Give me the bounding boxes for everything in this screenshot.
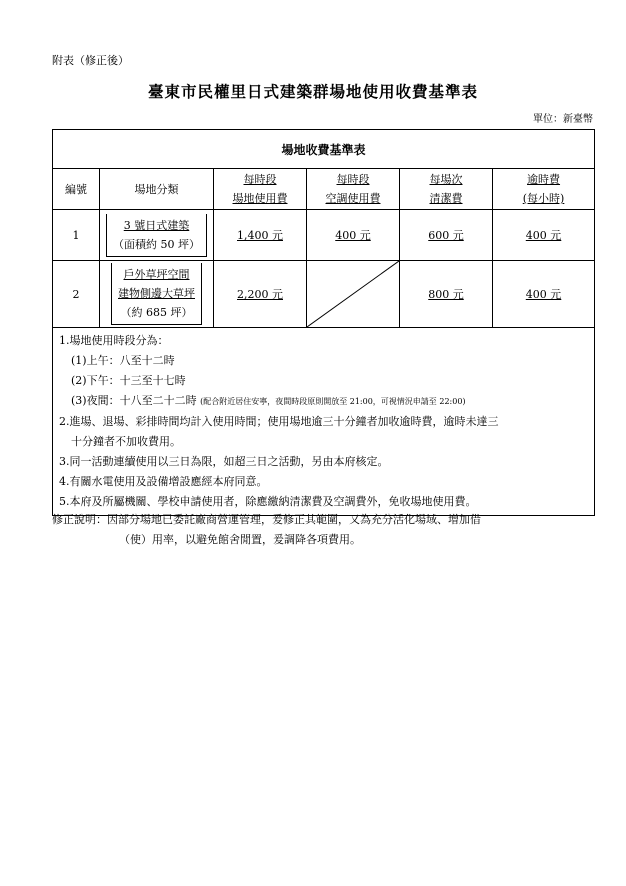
row1-venue-area: （面積約 50 坪） <box>113 237 200 251</box>
header-overtime-fee-line1: 逾時費 <box>527 173 561 186</box>
row1-cleaning-fee: 600 元 <box>400 210 493 261</box>
row1-overtime-fee: 400 元 <box>493 210 595 261</box>
row2-venue-name: 戶外草坪空間 <box>123 268 190 281</box>
note-2-line2: 十分鐘者不加收費用。 <box>71 435 181 448</box>
note-1: 1.場地使用時段分為： <box>59 334 169 347</box>
note-1-evening <box>59 391 588 412</box>
header-hourly-fee <box>214 169 307 210</box>
note-4: 4.有關水電使用及設備增設應經本府同意。 <box>59 475 268 488</box>
header-ac-fee <box>307 169 400 210</box>
row2-no: 2 <box>53 261 100 328</box>
row2-venue-box <box>111 263 202 325</box>
header-cleaning-fee <box>400 169 493 210</box>
header-category: 場地分類 <box>100 169 214 210</box>
revision-note <box>52 510 592 550</box>
note-3: 3.同一活動連續使用以三日為限，如超三日之活動，另由本府核定。 <box>59 455 389 468</box>
fee-table <box>52 129 595 516</box>
header-ac-fee-line1: 每時段 <box>336 173 370 186</box>
row1-venue <box>100 210 214 261</box>
revision-line2: （使）用率，以避免館舍閒置，爰調降各項費用。 <box>119 533 361 546</box>
header-overtime-fee-line2: (每小時) <box>522 192 565 205</box>
note-2-line1: 2.進場、退場、彩排時間均計入使用時間；使用場地逾三十分鐘者加收逾時費，逾時未達三 <box>59 415 499 428</box>
note-1-afternoon: (2)下午：十三至十七時 <box>71 374 186 387</box>
table-caption: 場地收費基準表 <box>53 130 595 169</box>
note-1-evening-text: (3)夜間：十八至二十二時 <box>71 394 197 407</box>
attachment-label: 附表（修正後） <box>52 54 129 67</box>
note-1-morning: (1)上午：八至十二時 <box>71 354 175 367</box>
document-title: 臺東市民權里日式建築群場地使用收費基準表 <box>147 82 478 101</box>
row1-venue-box <box>106 214 207 257</box>
row2-ac-fee-not-applicable <box>307 261 400 328</box>
revision-line1: 修正說明：因部分場地已委託廠商營運管理，爰修正其範圍，又為充分活化場域、增加借 <box>52 513 481 526</box>
header-no: 編號 <box>53 169 100 210</box>
row1-ac-fee: 400 元 <box>307 210 400 261</box>
table-row <box>53 210 595 261</box>
row2-venue-detail: 建物側邊大草坪 <box>118 287 195 300</box>
row2-venue <box>100 261 214 328</box>
header-cleaning-fee-line1: 每場次 <box>429 173 463 186</box>
currency-unit: 單位：新臺幣 <box>533 114 593 125</box>
row1-venue-name: 3 號日式建築 <box>123 218 190 232</box>
row2-cleaning-fee: 800 元 <box>400 261 493 328</box>
header-hourly-fee-line2: 場地使用費 <box>232 192 288 205</box>
note-5: 5.本府及所屬機關、學校申請使用者，除應繳納清潔費及空調費外，免收場地使用費。 <box>59 495 477 508</box>
row2-venue-area: （約 685 坪） <box>120 306 193 319</box>
header-overtime-fee <box>493 169 595 210</box>
row1-hourly-fee: 1,400 元 <box>214 210 307 261</box>
diagonal-slash <box>307 261 399 327</box>
row2-overtime-fee: 400 元 <box>493 261 595 328</box>
row1-no: 1 <box>53 210 100 261</box>
header-hourly-fee-line1: 每時段 <box>243 173 277 186</box>
note-1-evening-remark: (配合附近居住安寧，夜間時段原則開放至 21:00，可視情況申請至 22:00) <box>200 397 466 406</box>
table-row <box>53 261 595 328</box>
notes-cell <box>53 328 595 516</box>
header-cleaning-fee-line2: 清潔費 <box>429 192 463 205</box>
row2-hourly-fee: 2,200 元 <box>214 261 307 328</box>
header-ac-fee-line2: 空調使用費 <box>325 192 381 205</box>
